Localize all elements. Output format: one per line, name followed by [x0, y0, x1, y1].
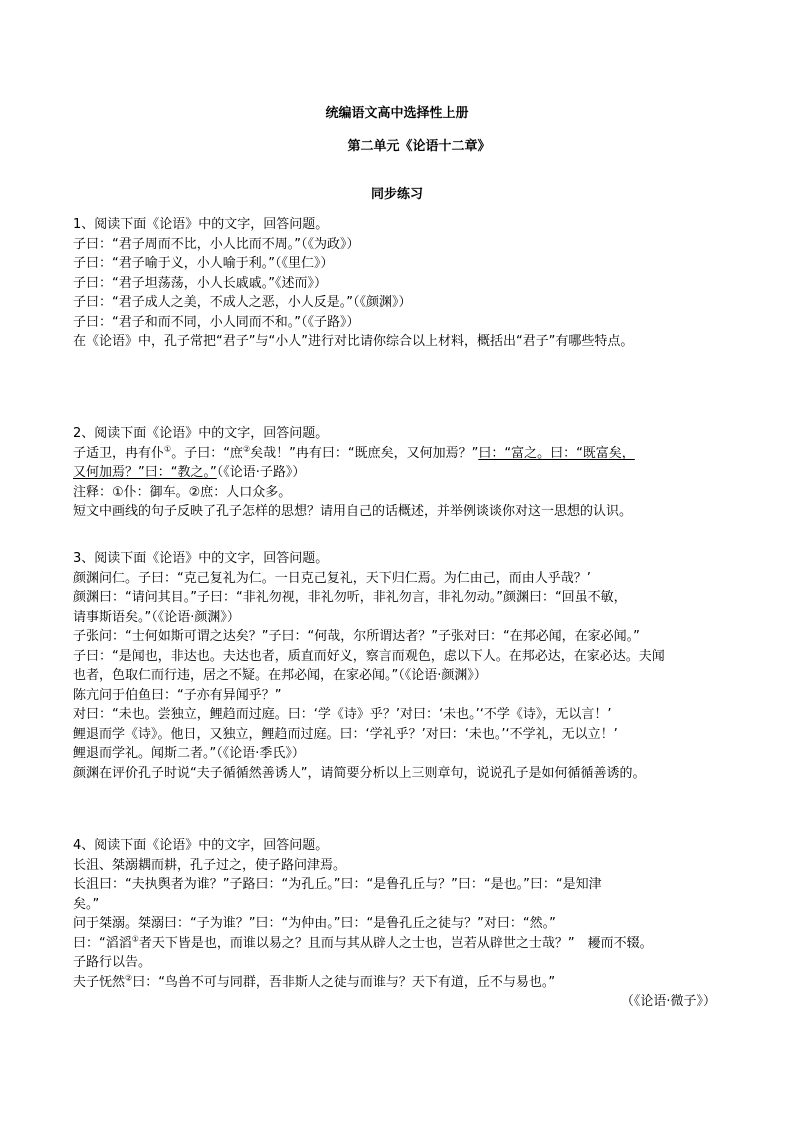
q4-line: 问于桀溺。桀溺曰：“子为谁？”曰：“为仲由。”曰：“是鲁孔丘之徒与？”对曰：“然。”	[73, 916, 556, 931]
question-1	[73, 215, 728, 352]
q2-text: 矣哉！”冉有曰：“既庶矣，又何加焉？”	[250, 445, 479, 461]
unit-title: 第二单元《论语十二章》	[347, 139, 491, 154]
q2-text: 。子曰：“庶	[171, 445, 243, 461]
q3-heading: 3、阅读下面《论语》中的文字，回答问题。	[73, 551, 329, 566]
footnote-marker: ①	[164, 444, 172, 454]
q4-heading: 4、阅读下面《论语》中的文字，回答问题。	[73, 838, 329, 853]
q4-source: （《论语·微子》）	[620, 994, 716, 1009]
q2-source: （《论语·子路》）	[216, 465, 306, 480]
question-2	[73, 424, 728, 522]
q1-line: 子曰：“君子周而不比，小人比而不周。”（《为政》）	[73, 236, 360, 252]
footnote-marker: ②	[125, 973, 133, 983]
question-3	[73, 549, 728, 783]
q2-text: 子适卫，冉有仆	[73, 445, 165, 461]
section-title: 同步练习	[370, 187, 423, 202]
q2-underlined-text: 又何加焉？”曰：“教之。”	[73, 465, 217, 480]
q3-prompt: 颜渊在评价孔子时说“夫子循循然善诱人”，请简要分析以上三则章句，说说孔子是如何循循善诱的。	[73, 765, 646, 781]
q3-line: 陈亢问于伯鱼曰：“子亦有异闻乎？”	[73, 687, 282, 703]
q4-line: 长沮曰：“夫执舆者为谁？”子路曰：“为孔丘。”曰：“是鲁孔丘与？”曰：“是也。”曰：“是知津	[73, 877, 602, 892]
q1-line: 1、阅读下面《论语》中的文字，回答问题。	[73, 217, 329, 232]
q1-prompt: 在《论语》中，孔子常把“君子”与“小人”进行对比请你综合以上材料，概括出“君子”有哪些特点。	[73, 334, 634, 349]
question-4	[73, 836, 728, 1012]
q4-text: 夫子怃然	[73, 974, 126, 990]
q2-passage-line-1	[73, 444, 728, 464]
footnote-marker: ①	[131, 934, 139, 944]
q3-line: 子曰：“是闻也，非达也。夫达也者，质直而好义，察言而观色，虑以下人。在邦必达，在家必达。夫闻	[73, 648, 665, 664]
q2-underlined-text: 曰：“富之。曰：“既富矣，	[478, 445, 635, 461]
q1-line: 子曰：“君子成人之美，不成人之恶，小人反是。”（《颜渊》）	[73, 295, 412, 310]
footnote-marker: ②	[242, 444, 251, 454]
q3-line: 请事斯语矣。”（《论语·颜渊》）	[73, 609, 240, 625]
q3-line: 也者，色取仁而行违，居之不疑。在邦必闻，在家必闻。”（《论语·颜渊》）	[73, 668, 487, 683]
q4-text: 者天下皆是也，而谁以易之？且而与其从辟人之士也，岂若从辟世之士哉？” 耰而不辍。	[138, 935, 653, 951]
q4-line	[73, 973, 728, 993]
q4-text: 曰：“滔滔	[73, 935, 132, 951]
q2-heading: 2、阅读下面《论语》中的文字，回答问题。	[73, 426, 329, 441]
q3-line: 鲤退而学《诗》。他日，又独立，鲤趋而过庭。曰：‘学礼乎？’对曰：‘未也。’‘不学礼，无以立！’	[73, 726, 618, 742]
q3-line: 颜渊问仁。子曰：“克己复礼为仁。一日克己复礼，天下归仁焉。为仁由己，而由人乎哉？’	[73, 570, 591, 586]
q3-line: 颜渊曰：“请问其目。”子曰：“非礼勿视，非礼勿听，非礼勿言，非礼勿动。”颜渊曰：“回虽不敏，	[73, 590, 627, 605]
q4-text: 曰：“鸟兽不可与同群，吾非斯人之徒与而谁与？天下有道，丘不与易也。”	[132, 974, 556, 990]
q1-line: 子曰：“君子和而不同，小人同而不和。”（《子路》）	[73, 314, 360, 330]
q2-notes: 注释：①仆：御车。②庶：人口众多。	[73, 484, 292, 500]
q3-line: 子张问：“士何如斯可谓之达矣？”子曰：“何哉，尔所谓达者？”子张对曰：“在邦必闻，在家必闻。”	[73, 629, 640, 644]
q1-line: 子曰：“君子坦荡荡，小人长戚戚。”《述而》）	[73, 275, 327, 291]
q1-line: 子曰：“君子喻于义，小人喻于利。”（《里仁》）	[73, 256, 334, 271]
q4-line: 矣。”	[73, 896, 100, 912]
q2-prompt: 短文中画线的句子反映了孔子怎样的思想？请用自己的话概述，并举例谈谈你对这一思想的认识。	[73, 504, 633, 519]
q2-passage-line-2	[73, 463, 728, 483]
q4-line: 长沮、桀溺耦而耕，孔子过之，使子路问津焉。	[73, 857, 347, 873]
q4-line: 子路行以告。	[73, 955, 152, 970]
q3-line: 鲤退而学礼。闻斯二者。”（《论语·季氏》）	[73, 746, 305, 761]
q3-line: 对曰：“未也。尝独立，鲤趋而过庭。曰：‘学《诗》乎？’对曰：‘未也。’‘不学《诗》，无以言！’	[73, 707, 612, 722]
q4-line	[73, 934, 728, 954]
book-title: 统编语文高中选择性上册	[325, 106, 469, 121]
